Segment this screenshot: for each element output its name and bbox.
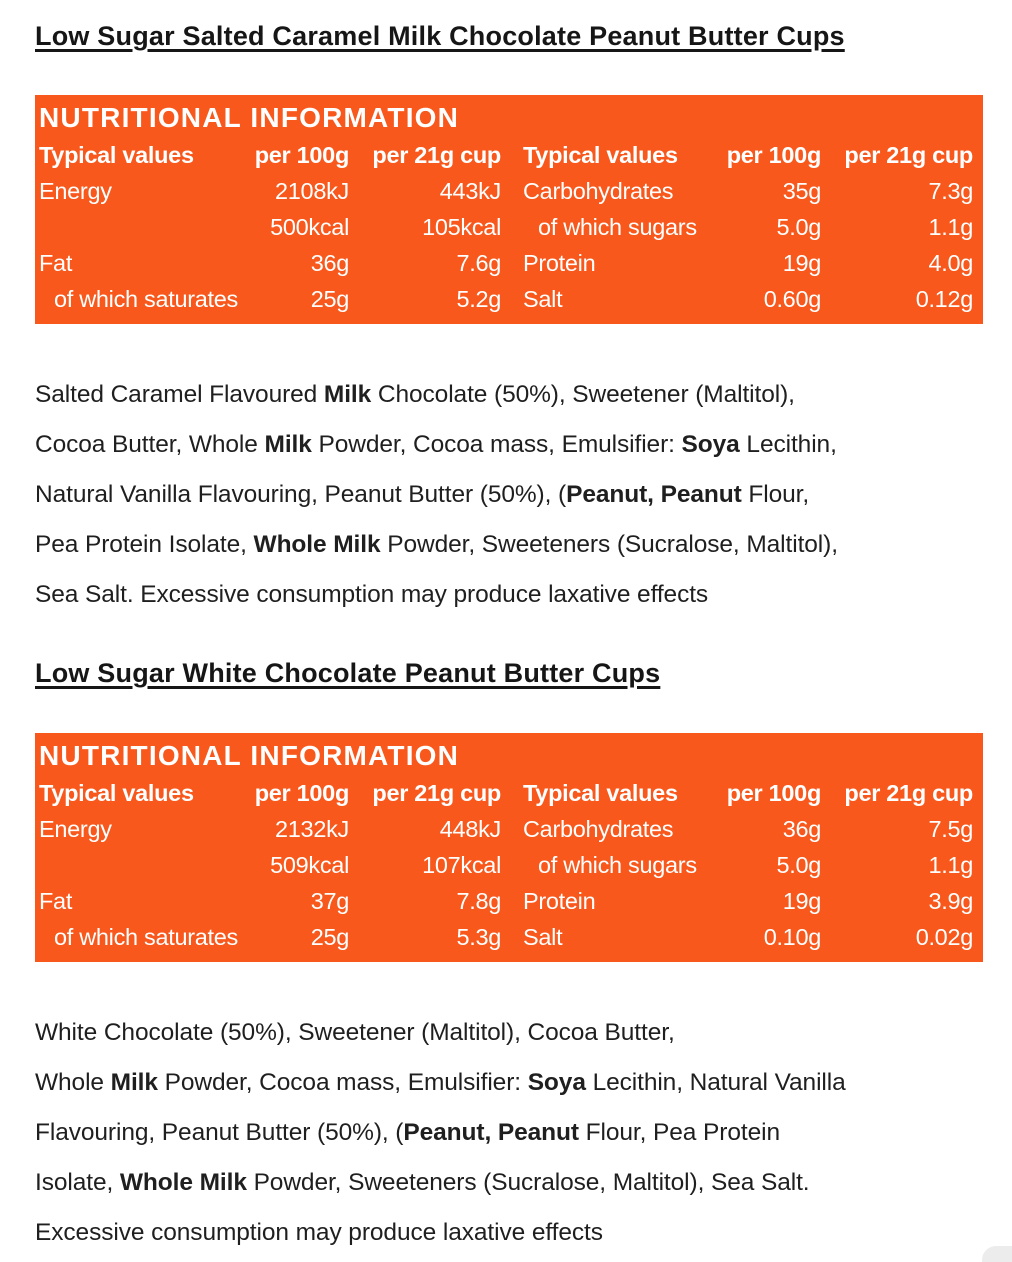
ingredient-text: Flavouring, Peanut Butter (50%), ( [35,1119,404,1146]
product-section-salted-caramel [35,20,983,620]
per-21g-cup-value: 5.3g [456,924,501,950]
per-100g-value: 509kcal [270,852,349,878]
ingredient-text: Natural Vanilla Flavouring, Peanut Butter (50%), ( [35,481,567,508]
allergen-bold-text: Whole Milk [253,531,381,558]
ingredient-text: Sea Salt. Excessive consumption may produce laxative effects [35,581,709,608]
ingredient-text: Lecithin, Natural Vanilla [585,1069,846,1096]
nutrient-label: Salt [523,924,563,950]
ingredient-text: Lecithin, [739,431,837,458]
nutrient-label: of which saturates [54,286,239,312]
nutrition-group-left [39,137,501,317]
nutrition-header-row [39,775,501,811]
ingredients-line [35,1208,983,1258]
column-header-per-100g: per 100g [726,780,821,806]
per-100g-value: 19g [782,250,821,276]
per-100g-value: 5.0g [776,852,821,878]
ingredient-text: Salted Caramel Flavoured [35,381,324,408]
ingredients-line [35,1008,983,1058]
nutrient-label: Energy [39,178,112,204]
column-header-per-21g-cup: per 21g cup [844,142,973,168]
allergen-bold-text: Peanut, Peanut [403,1119,579,1146]
product-section-white-chocolate [35,657,983,1258]
nutrition-row [39,281,501,317]
nutrition-row [39,811,501,847]
nutrient-label: Protein [523,250,596,276]
ingredients-line [35,520,983,570]
ingredient-text: Isolate, [35,1169,120,1196]
per-100g-value: 500kcal [270,214,349,240]
allergen-bold-text: Milk [264,431,312,458]
nutrient-label: of which sugars [538,214,697,240]
nutrition-row [39,209,501,245]
nutrition-row [523,245,973,281]
nutrient-label [39,209,237,245]
column-header-per-100g: per 100g [254,142,349,168]
per-100g-value: 0.60g [763,286,821,312]
ingredient-text: Chocolate (50%), Sweetener (Maltitol), [371,381,795,408]
ingredient-text: Powder, Cocoa mass, Emulsifier: [311,431,682,458]
ingredients-line [35,1108,983,1158]
nutrition-table [35,733,983,962]
ingredients-line [35,470,983,520]
column-header-per-100g: per 100g [254,780,349,806]
per-21g-cup-value: 7.6g [456,250,501,276]
nutrition-columns [39,137,973,317]
product-title: Low Sugar Salted Caramel Milk Chocolate Peanut Butter Cups [35,21,845,51]
per-100g-value: 5.0g [776,214,821,240]
nutrient-label: Energy [39,816,112,842]
per-21g-cup-value: 7.8g [456,888,501,914]
nutrition-table-title: NUTRITIONAL INFORMATION [39,102,460,133]
nutrition-header-row [523,137,973,173]
nutrition-row [39,173,501,209]
nutrition-group-right [523,775,973,955]
per-21g-cup-value: 448kJ [439,816,501,842]
nutrition-row [523,919,973,955]
per-21g-cup-value: 5.2g [456,286,501,312]
ingredients-paragraph [35,370,983,620]
ingredients-line [35,370,983,420]
per-21g-cup-value: 443kJ [439,178,501,204]
ingredients-line [35,1158,983,1208]
bottom-right-widget-corner [982,1246,1012,1262]
per-21g-cup-value: 3.9g [928,888,973,914]
nutrition-row [523,173,973,209]
per-21g-cup-value: 105kcal [422,214,501,240]
per-100g-value: 2108kJ [275,178,349,204]
nutrition-row [39,883,501,919]
nutrition-row [39,245,501,281]
column-header-per-21g-cup: per 21g cup [372,142,501,168]
ingredients-paragraph [35,1008,983,1258]
nutrient-label: of which sugars [538,852,697,878]
ingredients-line [35,420,983,470]
ingredient-text: Excessive consumption may produce laxative effects [35,1219,603,1246]
nutrient-label: Salt [523,286,563,312]
ingredient-text: White Chocolate (50%), Sweetener (Maltitol), Cocoa Butter, [35,1019,675,1046]
nutrition-columns [39,775,973,955]
ingredient-text: Powder, Sweeteners (Sucralose, Maltitol), [380,531,838,558]
per-100g-value: 36g [310,250,349,276]
per-100g-value: 37g [310,888,349,914]
nutrition-group-left [39,775,501,955]
nutrient-label [39,847,237,883]
column-header-typical-values: Typical values [39,780,194,806]
per-21g-cup-value: 7.3g [928,178,973,204]
product-title: Low Sugar White Chocolate Peanut Butter Cups [35,658,661,688]
ingredient-text: Flour, Pea Protein [578,1119,780,1146]
per-21g-cup-value: 7.5g [928,816,973,842]
nutrition-group-right [523,137,973,317]
ingredient-text: Cocoa Butter, Whole [35,431,265,458]
nutrient-label: Carbohydrates [523,178,674,204]
allergen-bold-text: Soya [681,431,740,458]
nutrition-header-row [39,137,501,173]
ingredients-line [35,1058,983,1108]
allergen-bold-text: Soya [527,1069,586,1096]
ingredient-text: Whole [35,1069,111,1096]
nutrition-row [523,847,973,883]
nutrient-label: Fat [39,888,73,914]
nutrient-label: of which saturates [54,924,239,950]
column-header-typical-values: Typical values [523,780,678,806]
allergen-bold-text: Milk [110,1069,158,1096]
per-100g-value: 35g [782,178,821,204]
allergen-bold-text: Milk [323,381,372,408]
nutrition-table-title: NUTRITIONAL INFORMATION [39,740,460,771]
nutrition-row [39,919,501,955]
column-header-typical-values: Typical values [523,142,678,168]
ingredient-text: Powder, Cocoa mass, Emulsifier: [157,1069,528,1096]
per-100g-value: 36g [782,816,821,842]
per-100g-value: 25g [310,286,349,312]
per-21g-cup-value: 1.1g [928,214,973,240]
per-21g-cup-value: 0.12g [915,286,973,312]
nutrition-row [523,209,973,245]
nutrition-row [39,847,501,883]
column-header-per-21g-cup: per 21g cup [844,780,973,806]
nutrition-row [523,883,973,919]
per-21g-cup-value: 4.0g [928,250,973,276]
ingredients-line [35,570,983,620]
ingredient-text: Flour, [741,481,810,508]
column-header-per-21g-cup: per 21g cup [372,780,501,806]
per-100g-value: 25g [310,924,349,950]
page-content [0,20,1012,1258]
nutrition-header-row [523,775,973,811]
column-header-typical-values: Typical values [39,142,194,168]
allergen-bold-text: Whole Milk [119,1169,247,1196]
nutrition-table [35,95,983,324]
per-21g-cup-value: 107kcal [422,852,501,878]
per-21g-cup-value: 0.02g [915,924,973,950]
ingredient-text: Powder, Sweeteners (Sucralose, Maltitol), Sea Salt. [246,1169,810,1196]
ingredient-text: Pea Protein Isolate, [35,531,254,558]
nutrition-row [523,811,973,847]
column-header-per-100g: per 100g [726,142,821,168]
nutrition-row [523,281,973,317]
per-100g-value: 0.10g [763,924,821,950]
per-100g-value: 19g [782,888,821,914]
allergen-bold-text: Peanut, Peanut [566,481,742,508]
nutrient-label: Carbohydrates [523,816,674,842]
nutrient-label: Fat [39,250,73,276]
per-21g-cup-value: 1.1g [928,852,973,878]
nutrient-label: Protein [523,888,596,914]
per-100g-value: 2132kJ [275,816,349,842]
